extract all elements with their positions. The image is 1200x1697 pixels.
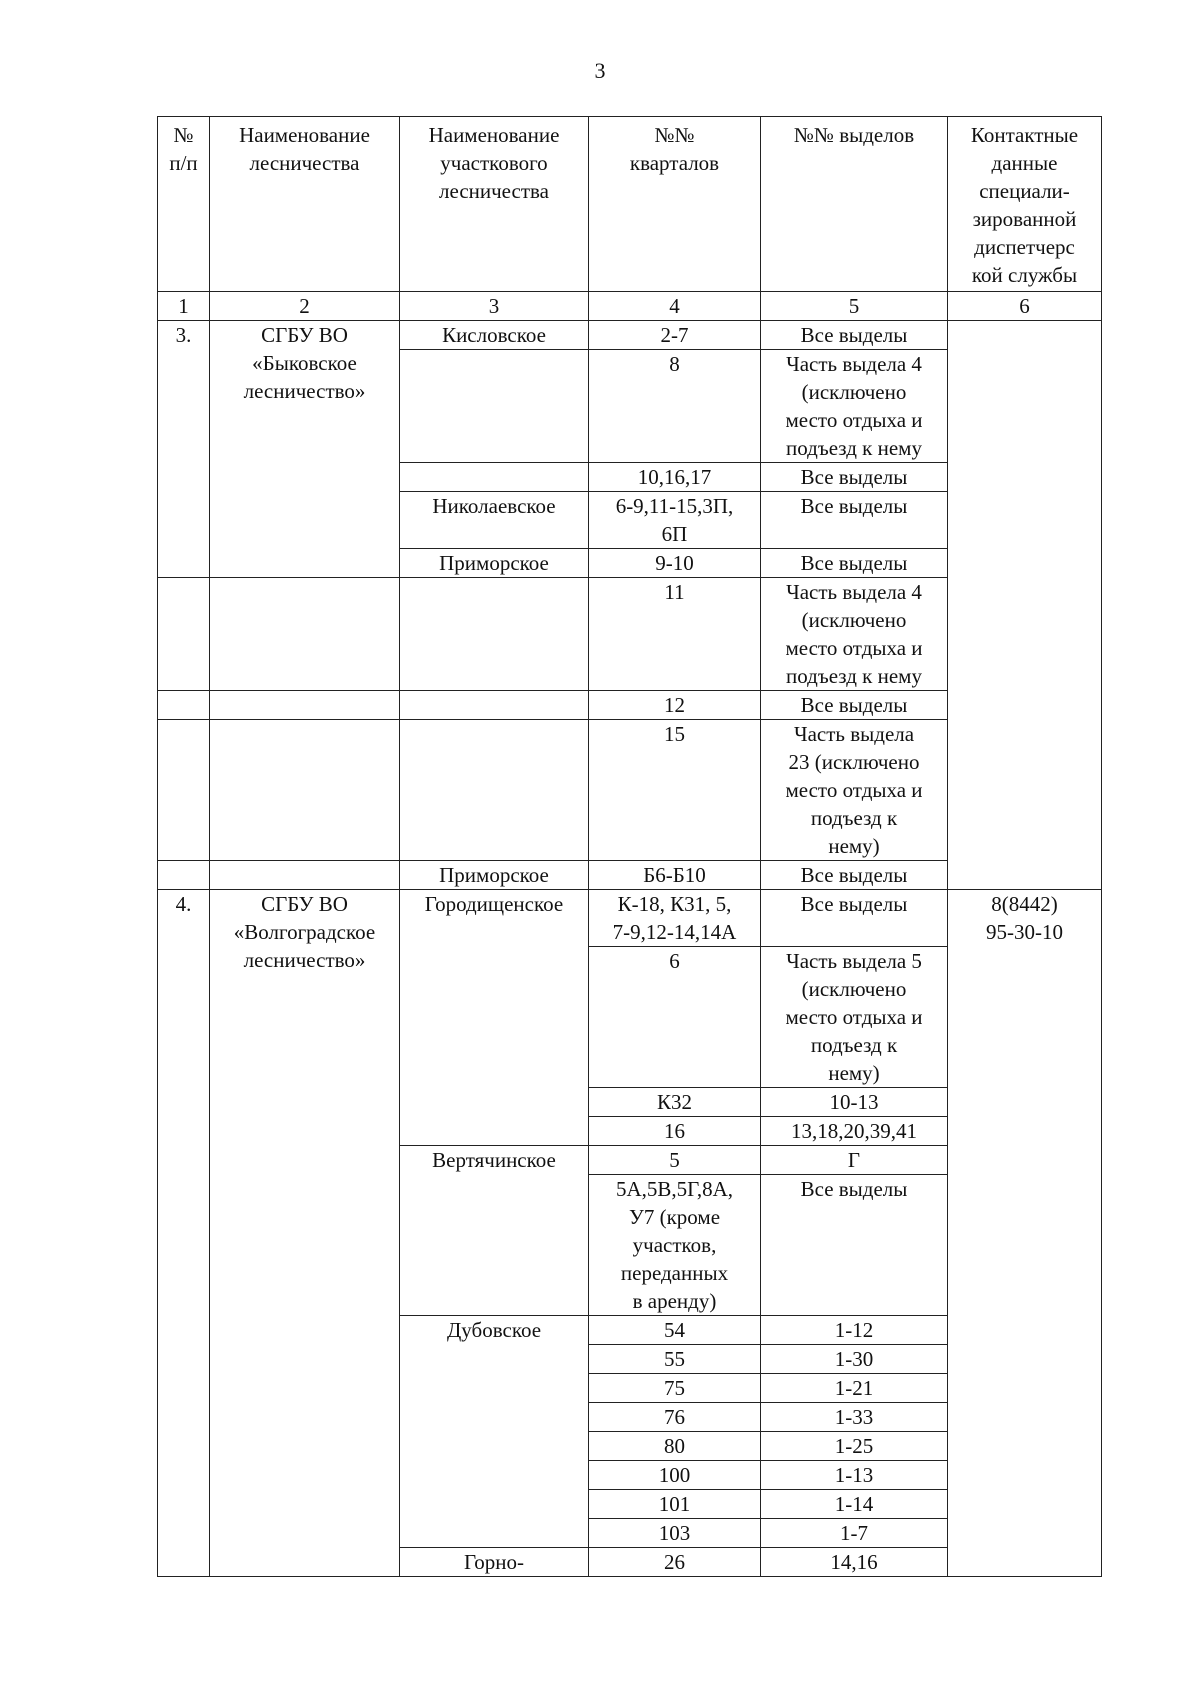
district-name	[400, 720, 589, 861]
forestry-table	[157, 116, 1102, 1577]
contact-cell	[948, 321, 1102, 890]
quarters-cell: 75	[589, 1374, 761, 1403]
district-name: Горно-	[400, 1548, 589, 1577]
row-number	[158, 861, 210, 890]
quarters-cell: 103	[589, 1519, 761, 1548]
quarters-cell: 10,16,17	[589, 463, 761, 492]
quarters-cell: 6	[589, 947, 761, 1088]
table-row	[158, 321, 1102, 350]
district-name: Приморское	[400, 861, 589, 890]
sections-cell: 1-7	[761, 1519, 948, 1548]
forestry-name	[210, 861, 400, 890]
header-row	[158, 117, 1102, 292]
sections-cell: Часть выдела 5 (исключено место отдыха и подъезд к нему)	[761, 947, 948, 1088]
quarters-cell: К32	[589, 1088, 761, 1117]
sections-cell: 1-13	[761, 1461, 948, 1490]
quarters-cell: 100	[589, 1461, 761, 1490]
sections-cell: Все выделы	[761, 321, 948, 350]
sections-cell: 1-33	[761, 1403, 948, 1432]
sections-cell: Часть выдела 4 (исключено место отдыха и подъезд к нему	[761, 350, 948, 463]
district-name	[400, 350, 589, 463]
quarters-cell: Б6-Б10	[589, 861, 761, 890]
header-number: № п/п	[158, 117, 210, 292]
forestry-name	[210, 691, 400, 720]
forestry-name	[210, 578, 400, 691]
row-number: 4.	[158, 890, 210, 1577]
quarters-cell: 26	[589, 1548, 761, 1577]
quarters-cell: 6-9,11-15,3П, 6П	[589, 492, 761, 549]
sections-cell: Г	[761, 1146, 948, 1175]
header-quarters: №№ кварталов	[589, 117, 761, 292]
header-forestry-name: Наименование лесничества	[210, 117, 400, 292]
quarters-cell: К-18, К31, 5, 7-9,12-14,14А	[589, 890, 761, 947]
quarters-cell: 101	[589, 1490, 761, 1519]
district-name: Приморское	[400, 549, 589, 578]
district-name	[400, 691, 589, 720]
sections-cell: Все выделы	[761, 691, 948, 720]
forestry-name: СГБУ ВО «Волгоградское лесничество»	[210, 890, 400, 1577]
district-name: Вертячинское	[400, 1146, 589, 1316]
district-name	[400, 463, 589, 492]
sections-cell: Все выделы	[761, 492, 948, 549]
quarters-cell: 12	[589, 691, 761, 720]
quarters-cell: 16	[589, 1117, 761, 1146]
quarters-cell: 5	[589, 1146, 761, 1175]
sections-cell: Все выделы	[761, 1175, 948, 1316]
column-index: 4	[589, 292, 761, 321]
row-number	[158, 578, 210, 691]
quarters-cell: 80	[589, 1432, 761, 1461]
column-index-row	[158, 292, 1102, 321]
row-number	[158, 720, 210, 861]
sections-cell: Все выделы	[761, 861, 948, 890]
column-index: 3	[400, 292, 589, 321]
quarters-cell: 9-10	[589, 549, 761, 578]
sections-cell: 1-14	[761, 1490, 948, 1519]
page-number: 3	[594, 58, 606, 83]
quarters-cell: 5А,5В,5Г,8А, У7 (кроме участков, переданных в аренду)	[589, 1175, 761, 1316]
quarters-cell: 11	[589, 578, 761, 691]
sections-cell: Все выделы	[761, 463, 948, 492]
column-index: 5	[761, 292, 948, 321]
sections-cell: 14,16	[761, 1548, 948, 1577]
sections-cell: 1-21	[761, 1374, 948, 1403]
row-number: 3.	[158, 321, 210, 578]
district-name	[400, 578, 589, 691]
district-name: Дубовское	[400, 1316, 589, 1548]
sections-cell: Часть выдела 4 (исключено место отдыха и подъезд к нему	[761, 578, 948, 691]
column-index: 1	[158, 292, 210, 321]
quarters-cell: 15	[589, 720, 761, 861]
forestry-name	[210, 720, 400, 861]
quarters-cell: 8	[589, 350, 761, 463]
quarters-cell: 55	[589, 1345, 761, 1374]
header-district-forestry-name: Наименование участкового лесничества	[400, 117, 589, 292]
forestry-name: СГБУ ВО «Быковское лесничество»	[210, 321, 400, 578]
header-contacts: Контактные данные специали- зированной диспетчерс кой службы	[948, 117, 1102, 292]
quarters-cell: 2-7	[589, 321, 761, 350]
district-name: Кисловское	[400, 321, 589, 350]
sections-cell: Все выделы	[761, 549, 948, 578]
quarters-cell: 54	[589, 1316, 761, 1345]
sections-cell: Часть выдела 23 (исключено место отдыха и подъезд к нему)	[761, 720, 948, 861]
column-index: 6	[948, 292, 1102, 321]
sections-cell: 1-25	[761, 1432, 948, 1461]
header-sections: №№ выделов	[761, 117, 948, 292]
row-number	[158, 691, 210, 720]
sections-cell: Все выделы	[761, 890, 948, 947]
quarters-cell: 76	[589, 1403, 761, 1432]
column-index: 2	[210, 292, 400, 321]
sections-cell: 13,18,20,39,41	[761, 1117, 948, 1146]
district-name: Городищенское	[400, 890, 589, 1146]
sections-cell: 1-30	[761, 1345, 948, 1374]
contact-cell: 8(8442) 95-30-10	[948, 890, 1102, 1577]
table-row	[158, 890, 1102, 947]
sections-cell: 1-12	[761, 1316, 948, 1345]
district-name: Николаевское	[400, 492, 589, 549]
sections-cell: 10-13	[761, 1088, 948, 1117]
